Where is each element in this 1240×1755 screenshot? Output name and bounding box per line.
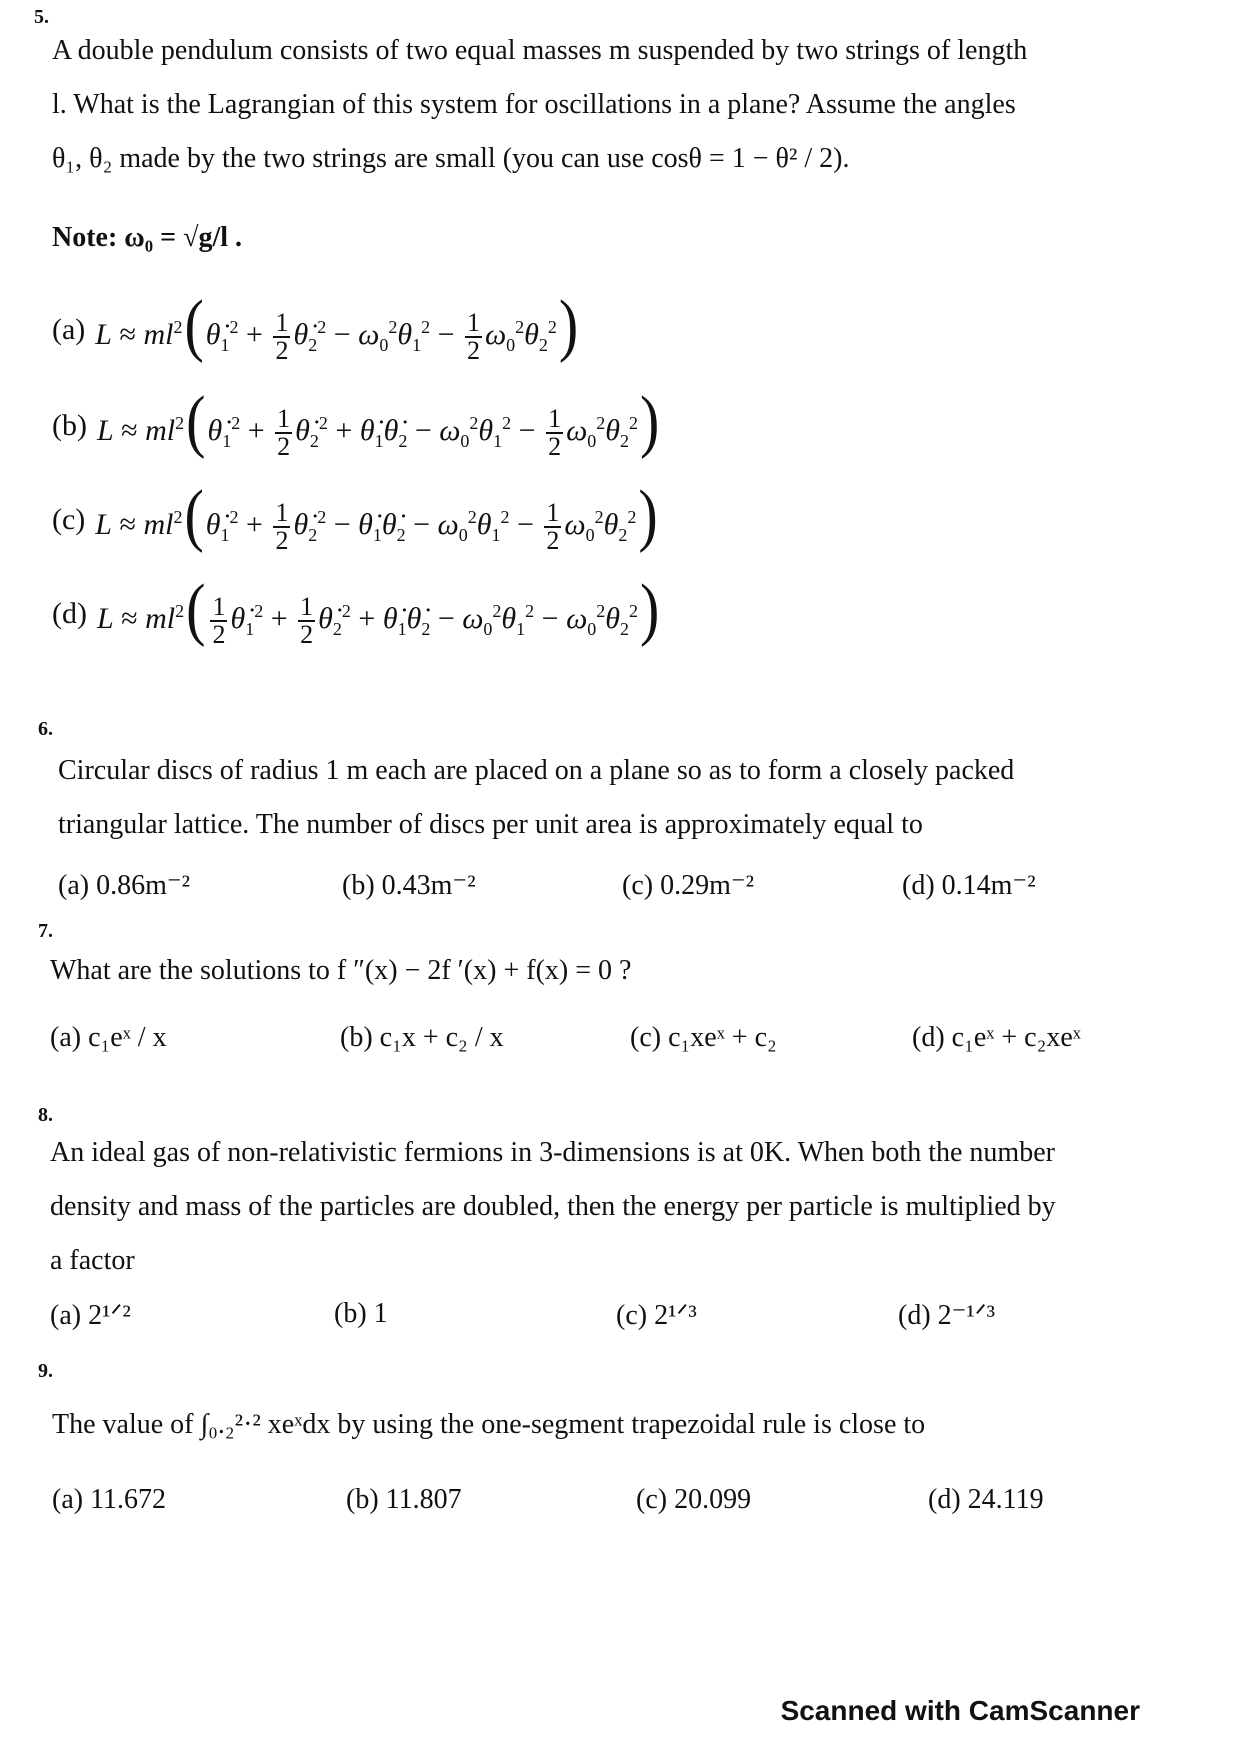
- option-d-formula: $L \approx ml^2$( $\frac{1}{2}$ $\thetȧ_1^2$ + $\frac{1}{2}$ $\thetȧ_2^2$ + $\thetȧ_1\thetȧ_2 - \omega_0^2\theta_1^2 - \omega_0^2\theta_2^2$): [96, 569, 660, 650]
- question-9-text: [52, 1398, 1212, 1452]
- question-9-line-1: The value of ∫₀.₂²·² xeˣdx by using the one-segment trapezoidal rule is close to: [52, 1409, 926, 1440]
- question-7-option-d: (d) c₁eˣ + c₂xeˣ: [912, 1022, 1081, 1053]
- question-6-line-1: Circular discs of radius 1 m each are placed on a plane so as to form a closely packed: [58, 755, 1015, 786]
- question-8-option-d: (d) 2⁻¹ᐟ³: [898, 1300, 996, 1331]
- option-b-label: (b): [52, 409, 87, 443]
- question-7-option-c: (c) c₁xeˣ + c₂: [630, 1022, 777, 1053]
- option-c-label: (c): [52, 503, 86, 537]
- question-6-option-c: (c) 0.29m⁻²: [622, 870, 755, 901]
- option-c-formula: $L \approx ml^2(\thetȧ_1^2$ + $\frac{1}{2}$ $\thetȧ_2^2$ − $\thetȧ_1\thetȧ_2 - \omega_0^2\theta_1^2$ − $\frac{1}{2}$ $\omega_0^2\theta_2^2$): [95, 475, 658, 556]
- option-a-formula: $L \approx ml^2(\thetȧ_1^2$ + $\frac{1}{2}$ $\thetȧ_2^2 - \omega_0^2\theta_1^2$ − $\frac{1}{2}$ $\omega_0^2\theta_2^2$): [95, 285, 579, 366]
- question-9-number: 9.: [38, 1360, 53, 1382]
- question-5-option-b: [52, 381, 661, 462]
- question-6-option-a: (a) 0.86m⁻²: [58, 870, 191, 901]
- question-5-line-1: A double pendulum consists of two equal masses m suspended by two strings of length: [52, 35, 1028, 66]
- question-6-line-2: triangular lattice. The number of discs per unit area is approximately equal to: [58, 809, 923, 840]
- question-8-option-b: (b) 1: [334, 1298, 388, 1329]
- question-8-line-2: density and mass of the particles are doubled, then the energy per particle is multiplied by: [50, 1191, 1056, 1222]
- question-7-text: [50, 944, 1210, 998]
- option-a-label: (a): [52, 313, 86, 347]
- question-8-option-c: (c) 2¹ᐟ³: [616, 1300, 697, 1331]
- question-5-note: Note: ω₀ = √g/l .: [52, 222, 243, 253]
- option-b-formula: $L \approx ml^2(\thetȧ_1^2$ + $\frac{1}{2}$ $\thetȧ_2^2$ + $\thetȧ_1\thetȧ_2 - \omega_0^2\theta_1^2$ − $\frac{1}{2}$ $\omega_0^2\theta_2^2$): [96, 381, 660, 462]
- question-7-option-b: (b) c₁x + c₂ / x: [340, 1022, 504, 1053]
- question-5-option-d: [52, 569, 661, 650]
- question-5-text: [52, 24, 1212, 186]
- question-5-option-c: [52, 475, 660, 556]
- question-5-option-a: [52, 285, 580, 366]
- question-5-number: 5.: [34, 6, 49, 28]
- question-7-number: 7.: [38, 920, 53, 942]
- question-8-text: [50, 1126, 1210, 1288]
- question-9-option-d: (d) 24.119: [928, 1484, 1044, 1515]
- question-6-option-b: (b) 0.43m⁻²: [342, 870, 476, 901]
- question-9-option-a: (a) 11.672: [52, 1484, 167, 1515]
- question-5-line-3: θ₁, θ₂ made by the two strings are small (you can use cosθ = 1 − θ² / 2).: [52, 143, 850, 174]
- question-9-option-b: (b) 11.807: [346, 1484, 462, 1515]
- question-6-number: 6.: [38, 718, 53, 740]
- question-8-line-3: a factor: [50, 1245, 135, 1276]
- question-9-option-c: (c) 20.099: [636, 1484, 752, 1515]
- question-5-line-2: l. What is the Lagrangian of this system for oscillations in a plane? Assume the angles: [52, 89, 1016, 120]
- question-7-option-a: (a) c₁eˣ / x: [50, 1022, 167, 1053]
- question-6-text: [58, 744, 1218, 852]
- question-8-number: 8.: [38, 1104, 53, 1126]
- question-7-line-1: What are the solutions to f ″(x) − 2f ′(x) + f(x) = 0 ?: [50, 955, 632, 986]
- option-d-label: (d): [52, 597, 87, 631]
- question-8-line-1: An ideal gas of non-relativistic fermions in 3-dimensions is at 0K. When both the number: [50, 1137, 1055, 1168]
- question-6-option-d: (d) 0.14m⁻²: [902, 870, 1036, 901]
- question-8-option-a: (a) 2¹ᐟ²: [50, 1300, 131, 1331]
- camscanner-watermark: Scanned with CamScanner: [780, 1695, 1140, 1726]
